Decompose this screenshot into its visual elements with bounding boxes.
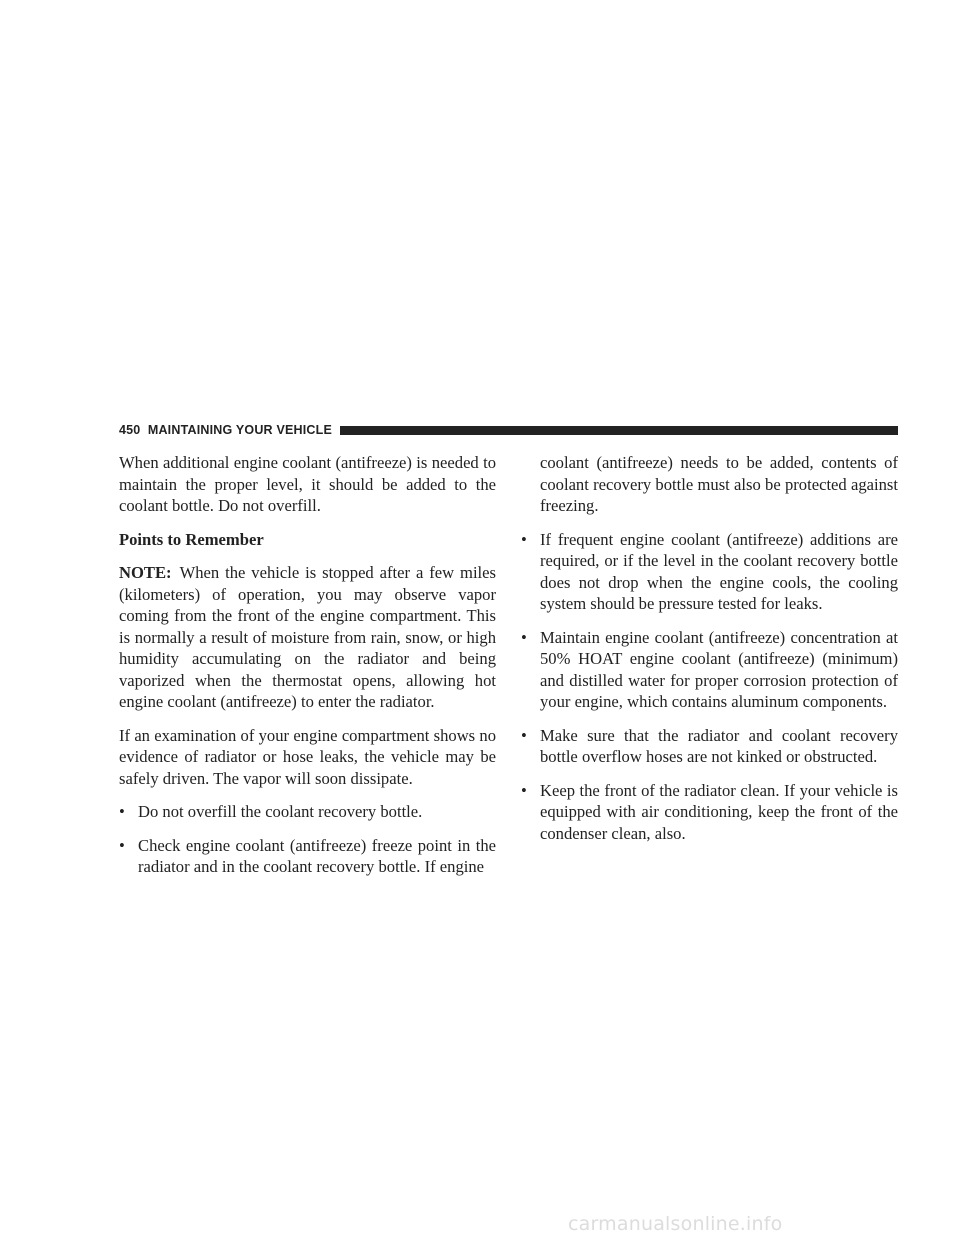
list-item-text: Check engine coolant (antifreeze) freeze point in the radiator and in the coolant recovery bottle. If engine: [138, 835, 496, 876]
bullet-icon: •: [521, 780, 527, 800]
bullet-icon: •: [119, 802, 125, 821]
list-item-text: If frequent engine coolant (antifreeze) additions are required, or if the level in the coolant recovery bottle does not drop when the engine cools, the cooling system should be pressure tested for leaks.: [540, 529, 898, 613]
list-item: [521, 725, 898, 768]
list-item: [119, 801, 496, 823]
bullet-icon: •: [521, 529, 527, 549]
continued-list-item: coolant (antifreeze) needs to be added, contents of coolant recovery bottle must also be protected against freezing.: [540, 453, 898, 515]
list-item: [119, 835, 496, 878]
note-paragraph: [119, 562, 496, 713]
note-label: NOTE:: [119, 563, 172, 582]
page-header: [119, 422, 898, 438]
list-item: [521, 780, 898, 845]
watermark: carmanualsonline.info: [568, 1213, 783, 1235]
list-item: [521, 627, 898, 713]
intro-paragraph: When additional engine coolant (antifreeze) is needed to maintain the proper level, it should be added to the coolant bottle. Do not overfill.: [119, 453, 496, 515]
left-column: [119, 452, 496, 890]
section-title: MAINTAINING YOUR VEHICLE: [147, 423, 333, 437]
right-column: [521, 452, 898, 856]
page-number: 450: [119, 423, 141, 437]
section-heading: Points to Remember: [119, 529, 264, 549]
bullet-icon: •: [119, 835, 125, 855]
list-item-text: Maintain engine coolant (antifreeze) concentration at 50% HOAT engine coolant (antifreeze) (minimum) and distilled water for proper corrosion protection of your engine, which contains aluminum components.: [540, 627, 898, 711]
list-item: [521, 529, 898, 615]
header-rule: [340, 426, 898, 435]
list-item-text: Do not overfill the coolant recovery bottle.: [138, 802, 423, 821]
examination-paragraph: If an examination of your engine compartment shows no evidence of radiator or hose leaks, the vehicle may be safely driven. The vapor will soon dissipate.: [119, 725, 496, 788]
bullet-icon: •: [521, 725, 527, 745]
list-item-text: Make sure that the radiator and coolant recovery bottle overflow hoses are not kinked or obstructed.: [540, 725, 898, 766]
bullet-icon: •: [521, 627, 527, 647]
list-item-text: Keep the front of the radiator clean. If your vehicle is equipped with air conditioning, keep the front of the condenser clean, also.: [540, 780, 898, 843]
note-text: When the vehicle is stopped after a few miles (kilometers) of operation, you may observe vapor coming from the front of the engine compartment. This is normally a result of moisture from rain, snow, or high humidity accumulating on the radiator and being vaporized when the thermostat opens, allowing hot engine coolant (antifreeze) to enter the radiator.: [119, 563, 496, 711]
header-title: [119, 423, 340, 437]
